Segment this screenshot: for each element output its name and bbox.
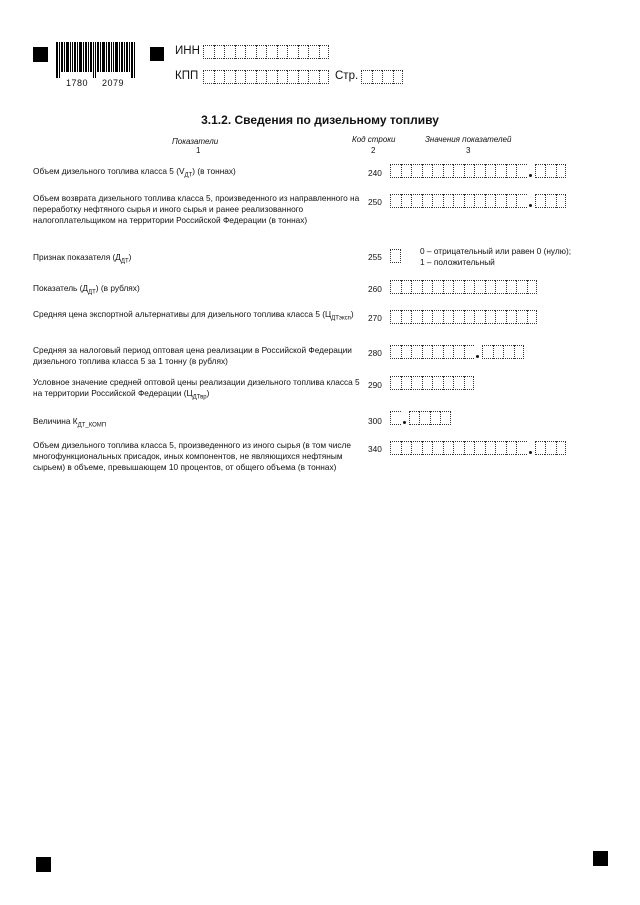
row-code-260: 260: [368, 284, 382, 294]
barcode-number-right: 2079: [102, 78, 125, 88]
row-label-255: Признак показателя $(Д_{ДТ})$: [33, 252, 132, 265]
page-number-field[interactable]: [361, 70, 403, 84]
page-number-label: Стр.: [335, 70, 359, 82]
row-label-260: Показатель $(Д_{ДТ})$ (в рублях): [33, 283, 140, 296]
row-label-290: Условное значение средней оптовой цены реализации дизельного топлива класса 5 на территории Российской Федерации $(Ц_{ДТвр})$: [33, 377, 360, 401]
value-field-280[interactable]: [390, 345, 524, 359]
kpp-label: КПП: [175, 70, 199, 82]
row-label-250: Объем возврата дизельного топлива класса 5, произведенного из направленного на переработку нефтяного сырья и иного сырья и ранее реализованного налогоплательщиком на территории Российской Федерации (в тоннах): [33, 193, 360, 225]
row-label-270: Средняя цена экспортной альтернативы для дизельного топлива класса 5 $(Ц_{ДТэксп})$: [33, 309, 354, 322]
row-code-340: 340: [368, 444, 382, 454]
row-code-255: 255: [368, 252, 382, 262]
row-label-240: Объем дизельного топлива класса 5 $(V_{ДТ})$ (в тоннах): [33, 166, 236, 179]
row-code-280: 280: [368, 348, 382, 358]
corner-marker-top-mid: [150, 47, 164, 61]
row-255-note: 0 – отрицательный или равен 0 (нулю); 1 – положительный: [420, 246, 572, 267]
inn-field[interactable]: [203, 45, 329, 59]
row-label-340: Объем дизельного топлива класса 5, произведенного из иного сырья (в том числе многофункциональных присадок, иных компонентов, не являющихся нефтяным сырьем) в объеме, превышающем 10 процентов, от общего объема (в тоннах): [33, 440, 351, 472]
row-code-290: 290: [368, 380, 382, 390]
column-header-code: Код строки: [352, 135, 396, 144]
row-code-240: 240: [368, 168, 382, 178]
value-field-270[interactable]: [390, 310, 537, 324]
column-number-2: 2: [371, 146, 376, 155]
barcode-number-left: 1780: [66, 78, 89, 88]
corner-marker-top-left: [33, 47, 48, 62]
corner-marker-bottom-right: [593, 851, 608, 866]
row-code-300: 300: [368, 416, 382, 426]
value-field-250[interactable]: [390, 194, 566, 208]
value-field-340[interactable]: [390, 441, 566, 455]
column-number-3: 3: [466, 146, 471, 155]
section-title: 3.1.2. Сведения по дизельному топливу: [201, 113, 439, 127]
row-label-280: Средняя за налоговый период оптовая цена реализации в Российской Федерации дизельного топлива класса 5 за 1 тонну (в рублях): [33, 345, 352, 366]
row-code-270: 270: [368, 313, 382, 323]
barcode: [56, 42, 136, 78]
value-field-290[interactable]: [390, 376, 474, 390]
value-field-260[interactable]: [390, 280, 537, 294]
value-field-300[interactable]: [390, 411, 451, 425]
corner-marker-bottom-left: [36, 857, 51, 872]
value-field-240[interactable]: [390, 164, 566, 178]
column-header-values: Значения показателей: [425, 135, 512, 144]
row-code-250: 250: [368, 197, 382, 207]
column-header-indicators: Показатели: [172, 137, 219, 146]
column-number-1: 1: [196, 146, 201, 155]
row-label-300: Величина $К_{ДТ\_КОМП}$: [33, 416, 107, 429]
value-field-255[interactable]: [390, 249, 401, 263]
kpp-field[interactable]: [203, 70, 329, 84]
inn-label: ИНН: [175, 45, 200, 57]
